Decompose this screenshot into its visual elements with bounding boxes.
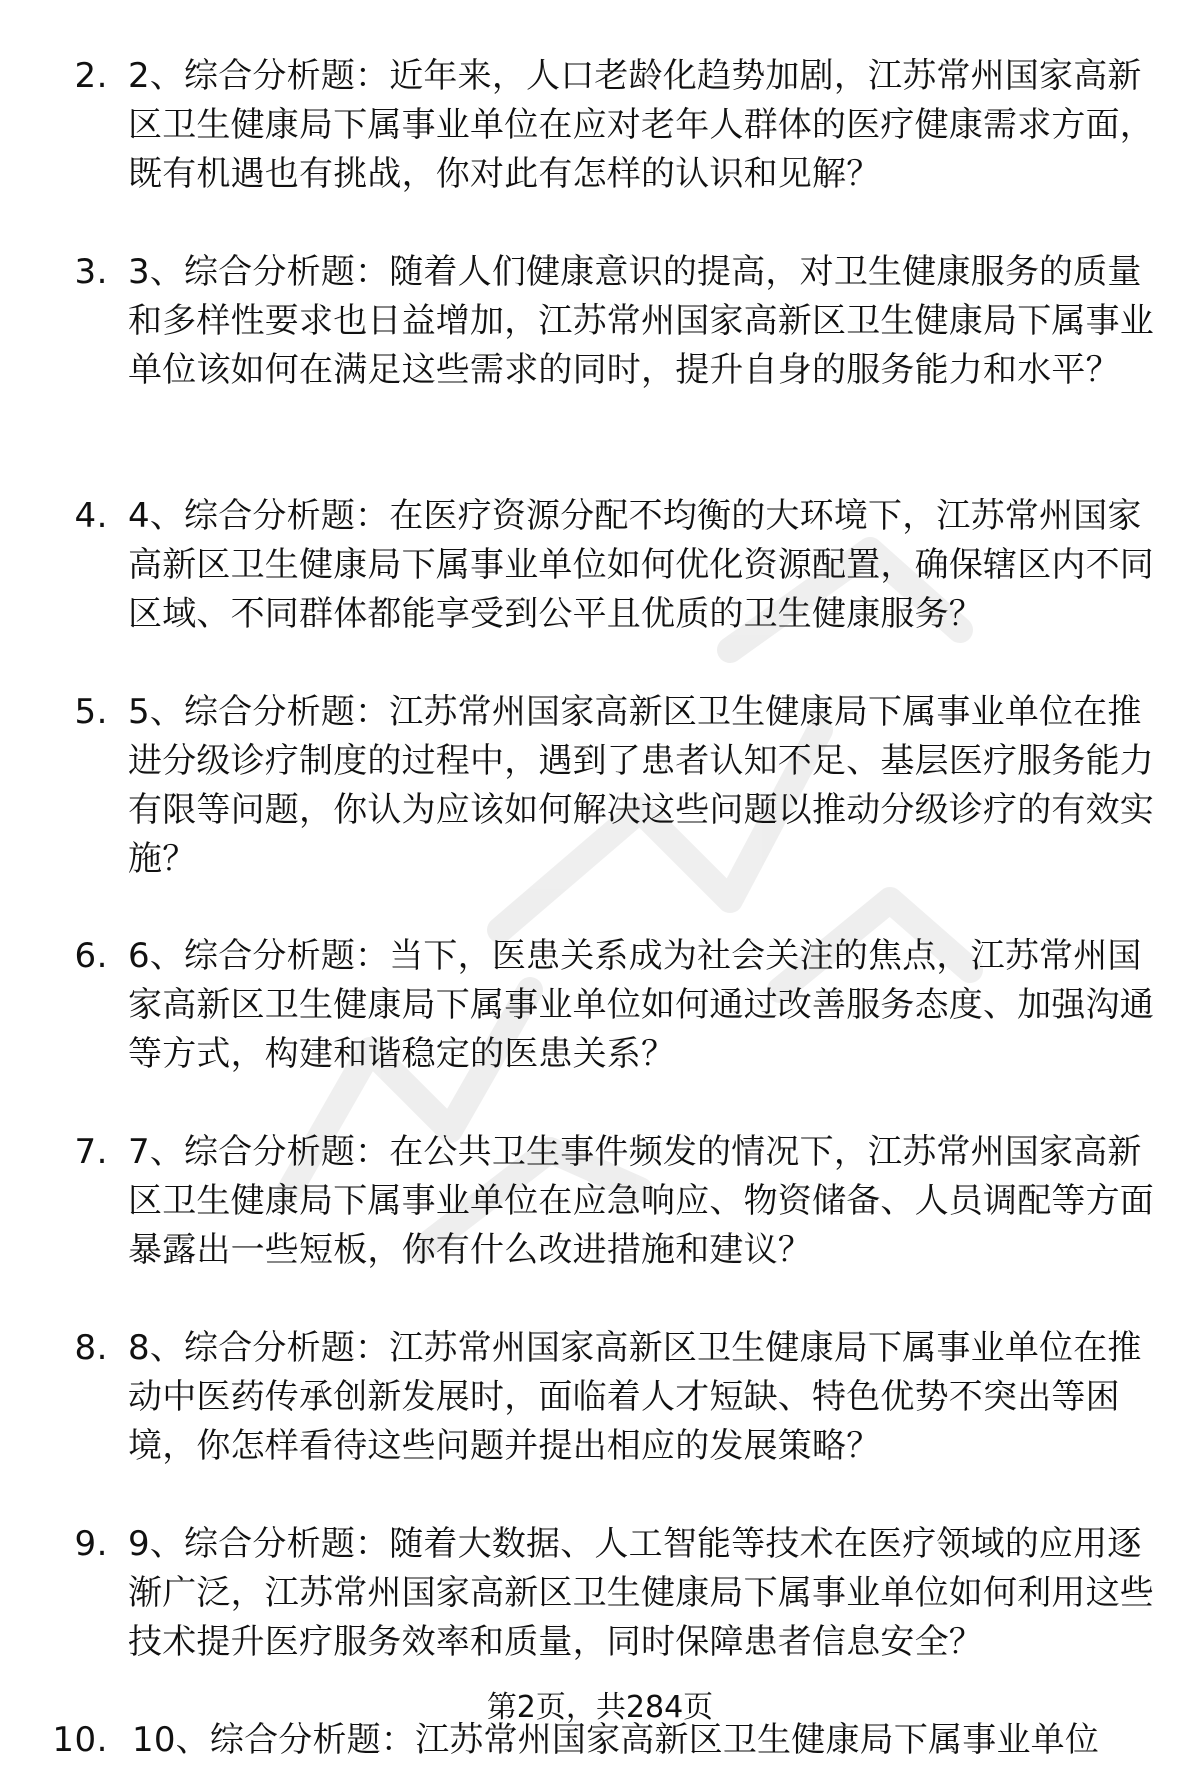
question-text: 10、综合分析题：江苏常州国家高新区卫生健康局下属事业单位 (132, 1720, 1100, 1760)
question-number: 2. (74, 56, 108, 96)
question-number: 4. (74, 496, 108, 536)
question-text: 8、综合分析题：江苏常州国家高新区卫生健康局下属事业单位在推动中医药传承创新发展时，面临着人才短缺、特色优势不突出等困境，你怎样看待这些问题并提出相应的发展策略？ (128, 1328, 1142, 1466)
question-text: 2、综合分析题：近年来，人口老龄化趋势加剧，江苏常州国家高新区卫生健康局下属事业单位在应对老年人群体的医疗健康需求方面，既有机遇也有挑战，你对此有怎样的认识和见解？ (128, 56, 1154, 194)
question-number: 10. (52, 1720, 108, 1760)
question-text: 7、综合分析题：在公共卫生事件频发的情况下，江苏常州国家高新区卫生健康局下属事业单位在应急响应、物资储备、人员调配等方面暴露出一些短板，你有什么改进措施和建议？ (128, 1132, 1154, 1270)
question-item-3 (0, 248, 1200, 492)
question-number: 7. (74, 1132, 108, 1172)
question-item-5 (0, 688, 1200, 932)
question-item-6 (0, 932, 1200, 1128)
page-footer: 第2页，共284页 (486, 1690, 714, 1725)
question-item-8 (0, 1324, 1200, 1520)
question-number: 8. (74, 1328, 108, 1368)
question-text: 5、综合分析题：江苏常州国家高新区卫生健康局下属事业单位在推进分级诊疗制度的过程中，遇到了患者认知不足、基层医疗服务能力有限等问题，你认为应该如何解决这些问题以推动分级诊疗的有效实施？ (128, 692, 1154, 879)
question-list (0, 52, 1200, 1776)
question-item-2 (0, 52, 1200, 248)
question-number: 5. (74, 692, 108, 732)
question-text: 4、综合分析题：在医疗资源分配不均衡的大环境下，江苏常州国家高新区卫生健康局下属事业单位如何优化资源配置，确保辖区内不同区域、不同群体都能享受到公平且优质的卫生健康服务？ (128, 496, 1154, 634)
question-number: 6. (74, 936, 108, 976)
question-text: 3、综合分析题：随着人们健康意识的提高，对卫生健康服务的质量和多样性要求也日益增加，江苏常州国家高新区卫生健康局下属事业单位该如何在满足这些需求的同时，提升自身的服务能力和水平？ (128, 252, 1154, 390)
question-number: 3. (74, 252, 108, 292)
question-item-7 (0, 1128, 1200, 1324)
question-text: 6、综合分析题：当下，医患关系成为社会关注的焦点，江苏常州国家高新区卫生健康局下属事业单位如何通过改善服务态度、加强沟通等方式，构建和谐稳定的医患关系？ (128, 936, 1154, 1074)
question-number: 9. (74, 1524, 108, 1564)
question-item-4 (0, 492, 1200, 688)
question-text: 9、综合分析题：随着大数据、人工智能等技术在医疗领域的应用逐渐广泛，江苏常州国家高新区卫生健康局下属事业单位如何利用这些技术提升医疗服务效率和质量，同时保障患者信息安全？ (128, 1524, 1154, 1662)
question-item-9 (0, 1520, 1200, 1716)
